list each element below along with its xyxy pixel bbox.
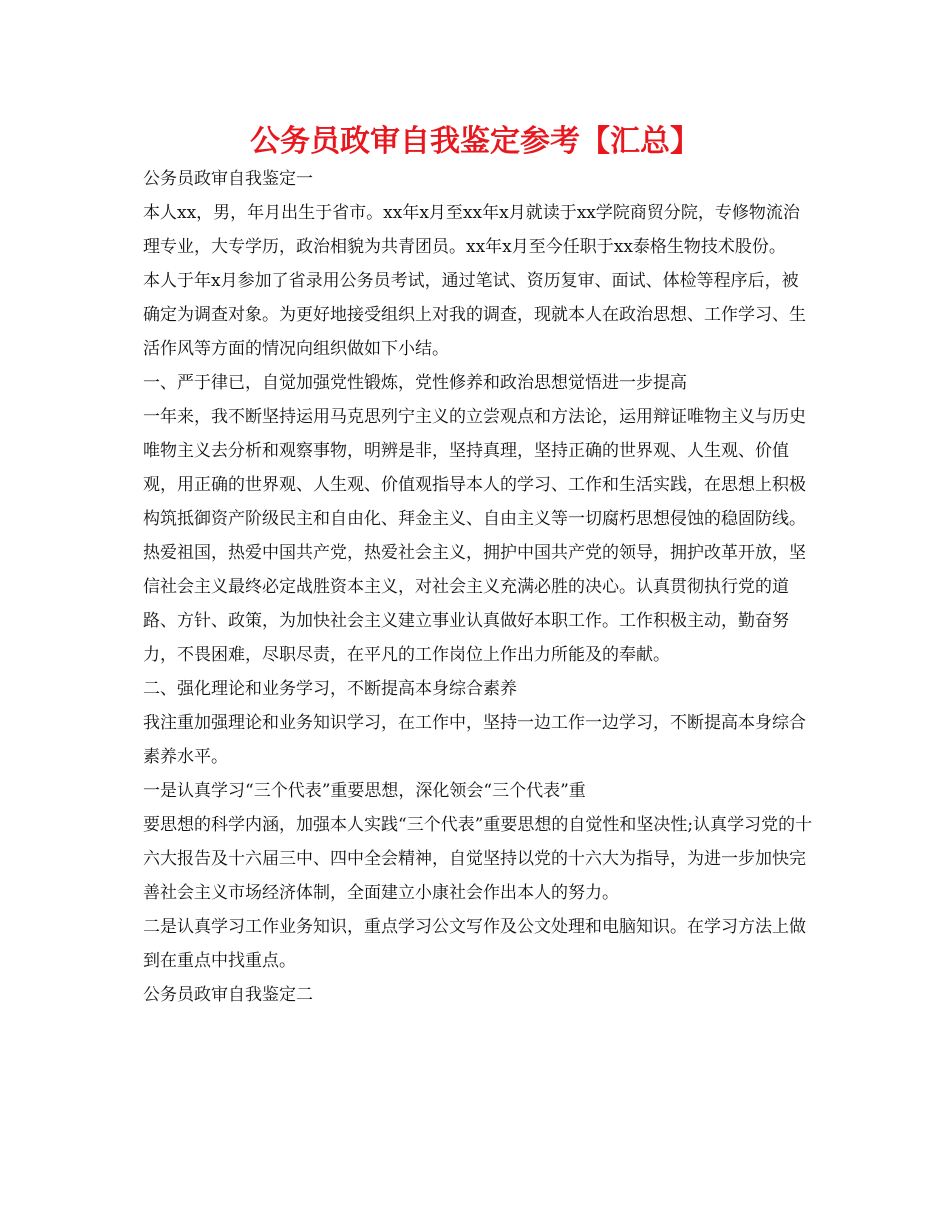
section-heading-two: 公务员政审自我鉴定二 bbox=[143, 985, 313, 1005]
document-body bbox=[143, 162, 815, 1012]
document-title: 公务员政审自我鉴定参考【汇总】 bbox=[250, 124, 700, 159]
paragraph-study-one-a: 一是认真学习“三个代表”重要思想，深化领会“三个代表”重 bbox=[143, 781, 586, 801]
paragraph-political-thought: 一年来，我不断坚持运用马克思列宁主义的立尝观点和方法论，运用辩证唯物主义与历史唯物主义去分析和观察事物，明辨是非，坚持真理，坚持正确的世界观、人生观、价值观，用正确的世界观、人生观、价值观指导本人的学习、工作和生活实践，在思想上积极构筑抵御资产阶级民主和自由化、拜金主义、自由主义等一切腐朽思想侵蚀的稳固防线。热爱祖国，热爱中国共产党，热爱社会主义，拥护中国共产党的领导，拥护改革开放，坚信社会主义最终必定战胜资本主义，对社会主义充满必胜的决心。认真贯彻执行党的道路、方针、政策，为加快社会主义建立事业认真做好本职工作。工作积极主动，勤奋努力，不畏困难，尽职尽责，在平凡的工作岗位上作出力所能及的奉献。 bbox=[143, 407, 806, 665]
paragraph-exam-info: 本人于年x月参加了省录用公务员考试，通过笔试、资历复审、面试、体检等程序后，被确定为调查对象。为更好地接受组织上对我的调查，现就本人在政治思想、工作学习、生活作风等方面的情况向组织做如下小结。 bbox=[143, 271, 806, 359]
heading-point-one: 一、严于律已，自觉加强党性锻炼，党性修养和政治思想觉悟进一步提高 bbox=[143, 373, 687, 393]
heading-point-two: 二、强化理论和业务学习，不断提高本身综合素养 bbox=[143, 679, 517, 699]
section-heading-one: 公务员政审自我鉴定一 bbox=[143, 169, 313, 189]
paragraph-study-one-b: 要思想的科学内涵，加强本人实践“三个代表”重要思想的自觉性和坚决性;认真学习党的十六大报告及十六届三中、四中全会精神，自觉坚持以党的十六大为指导，为进一步加快完善社会主义市场经济体制，全面建立小康社会作出本人的努力。 bbox=[143, 815, 813, 903]
paragraph-study-two: 二是认真学习工作业务知识，重点学习公文写作及公文处理和电脑知识。在学习方法上做到在重点中找重点。 bbox=[143, 917, 806, 971]
paragraph-study: 我注重加强理论和业务知识学习，在工作中，坚持一边工作一边学习，不断提高本身综合素养水平。 bbox=[143, 713, 806, 767]
paragraph-personal-info: 本人xx，男，年月出生于省市。xx年x月至xx年x月就读于xx学院商贸分院，专修物流治理专业，大专学历，政治相貌为共青团员。xx年x月至今任职于xx泰格生物技术股份。 bbox=[143, 203, 800, 257]
